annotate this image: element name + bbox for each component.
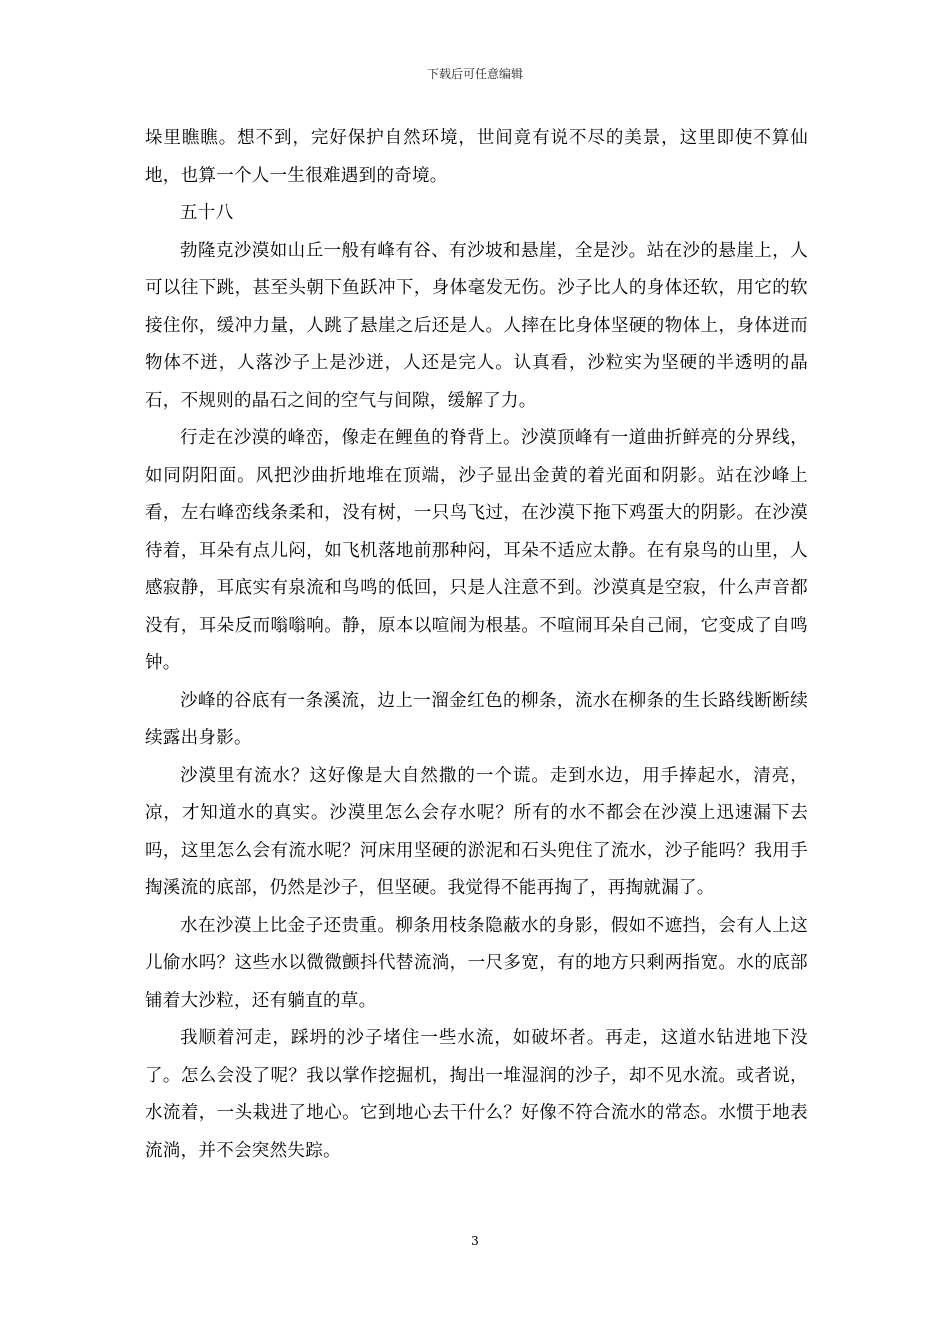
paragraph: 行走在沙漠的峰峦，像走在鲤鱼的脊背上。沙漠顶峰有一道曲折鲜亮的分界线，如同阴阳面。风把沙曲折地堆在顶端，沙子显出金黄的着光面和阴影。站在沙峰上看，左右峰峦线条柔和，没有树，一只鸟飞过，在沙漠下拖下鸡蛋大的阴影。在沙漠待着，耳朵有点儿闷，如飞机落地前那种闷，耳朵不适应太静。在有泉鸟的山里，人感寂静，耳底实有泉流和鸟鸣的低回，只是人注意不到。沙漠真是空寂，什么声音都没有，耳朵反而嗡嗡响。静，原本以喧闹为根基。不喧闹耳朵自己闹，它变成了自鸣钟。 <box>145 428 808 673</box>
paragraph: 沙峰的谷底有一条溪流，边上一溜金红色的柳条，流水在柳条的生长路线断断续续露出身影。 <box>145 690 808 748</box>
paragraph: 我顺着河走，踩坍的沙子堵住一些水流，如破坏者。再走，这道水钻进地下没了。怎么会没了呢？我以掌作挖掘机，掏出一堆湿润的沙子，却不见水流。或者说，水流着，一头栽进了地心。它到地心去干什么？好像不符合流水的常态。水惯于地表流淌，并不会突然失踪。 <box>145 1028 808 1161</box>
document-body <box>145 120 808 1170</box>
paragraph: 水在沙漠上比金子还贵重。柳条用枝条隐蔽水的身影，假如不遮挡，会有人上这儿偷水吗？这些水以微微颤抖代替流淌，一尺多宽，有的地方只剩两指宽。水的底部铺着大沙粒，还有躺直的草。 <box>145 915 808 1011</box>
section-heading: 五十八 <box>180 203 234 223</box>
paragraph: 勃隆克沙漠如山丘一般有峰有谷、有沙坡和悬崖，全是沙。站在沙的悬崖上，人可以往下跳，甚至头朝下鱼跃冲下，身体毫发无伤。沙子比人的身体还软，用它的软接住你，缓冲力量，人跳了悬崖之后还是人。人摔在比身体坚硬的物体上，身体迸而物体不迸，人落沙子上是沙迸，人还是完人。认真看，沙粒实为坚硬的半透明的晶石，不规则的晶石之间的空气与间隙，缓解了力。 <box>145 240 808 411</box>
paragraph-continued: 垛里瞧瞧。想不到，完好保护自然环境，世间竟有说不尽的美景，这里即使不算仙地，也算一个人一生很难遇到的奇境。 <box>145 128 808 186</box>
page-header: 下载后可任意编辑 <box>426 67 523 81</box>
page-number: 3 <box>471 1234 479 1248</box>
paragraph: 沙漠里有流水？这好像是大自然撒的一个谎。走到水边，用手捧起水，清亮，凉，才知道水的真实。沙漠里怎么会存水呢？所有的水不都会在沙漠上迅速漏下去吗，这里怎么会有流水呢？河床用坚硬的淤泥和石头兜住了流水，沙子能吗？我用手掏溪流的底部，仍然是沙子，但坚硬。我觉得不能再掏了，再掏就漏了。 <box>145 765 808 898</box>
